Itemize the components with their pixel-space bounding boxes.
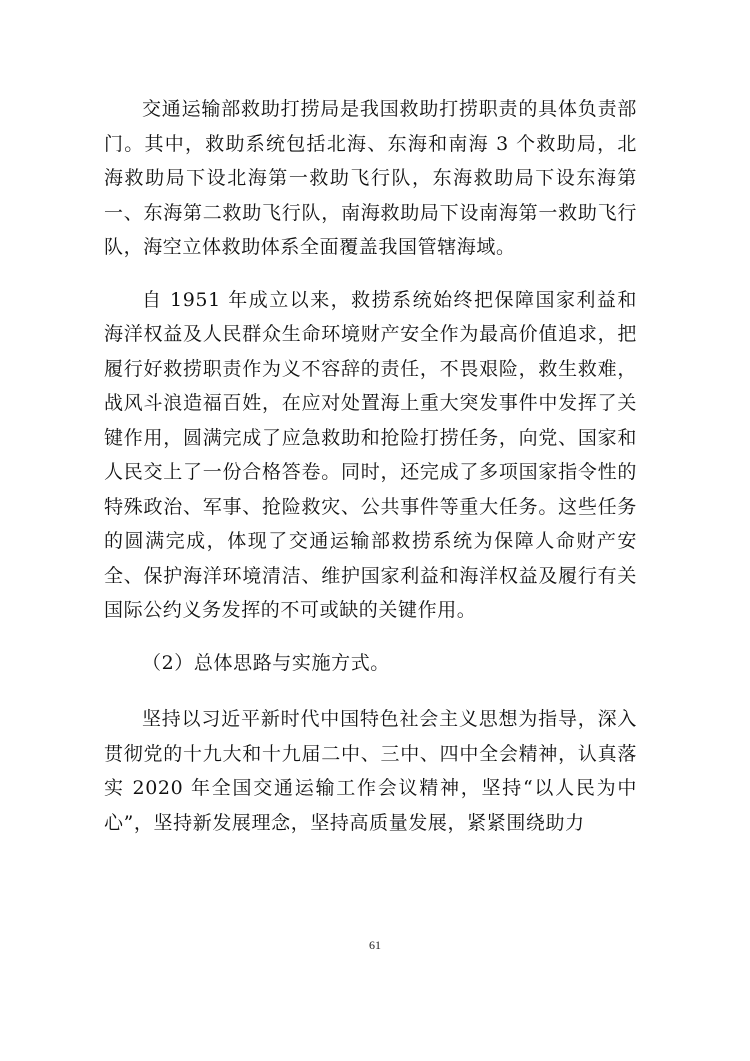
paragraph-rescue-bureau: 交通运输部救助打捞局是我国救助打捞职责的具体负责部门。其中，救助系统包括北海、东海和南海 3 个救助局，北海救助局下设北海第一救助飞行队，东海救助局下设东海第一、东海第二救助飞行队，南海救助局下设南海第一救助飞行队，海空立体救助体系全面覆盖我国管辖海域。 [104, 98, 637, 258]
page-number: 61 [369, 938, 381, 952]
body-text [104, 92, 637, 858]
paragraph-history: 自 1951 年成立以来，救捞系统始终把保障国家利益和海洋权益及人民群众生命环境财产安全作为最高价值追求，把履行好救捞职责作为义不容辞的责任，不畏艰险，救生救难，战风斗浪造福百姓，在应对处置海上重大突发事件中发挥了关键作用，圆满完成了应急救助和抢险打捞任务，向党、国家和人民交上了一份合格答卷。同时，还完成了多项国家指令性的特殊政治、军事、抢险救灾、公共事件等重大任务。这些任务的圆满完成，体现了交通运输部救捞系统为保障人命财产安全、保护海洋环境清洁、维护国家利益和海洋权益及履行有关国际公约义务发挥的不可或缺的关键作用。 [104, 288, 637, 621]
section-heading: （2）总体思路与实施方式。 [142, 651, 390, 674]
paragraph-guiding-principles: 坚持以习近平新时代中国特色社会主义思想为指导，深入贯彻党的十九大和十九届二中、三中、四中全会精神，认真落实 2020 年全国交通运输工作会议精神，坚持“以人民为中心”，坚持新发展理念，坚持高质量发展，紧紧围绕助力 [104, 708, 637, 834]
